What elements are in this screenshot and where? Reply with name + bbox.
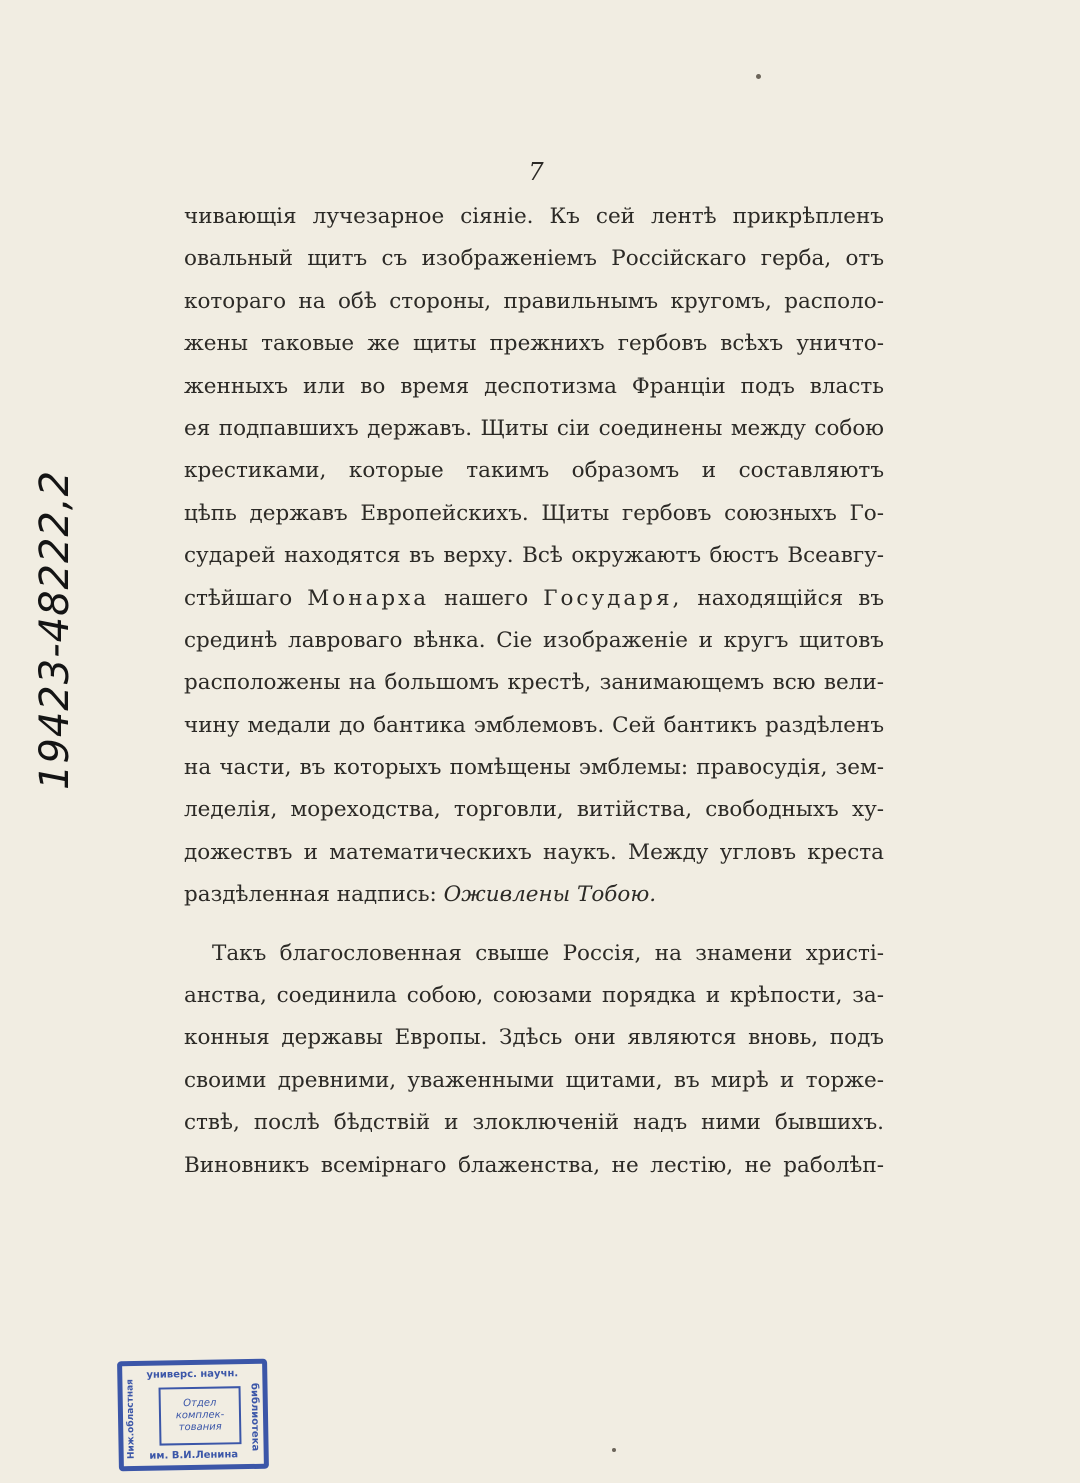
text-line: расположены на большомъ крестѣ, занимающемъ всю вели- [184,670,884,696]
text-line: анства, соединила собою, союзами порядка и крѣпости, за- [184,983,884,1009]
text-line: жены таковые же щиты прежнихъ гербовъ всѣхъ уничто- [184,331,884,357]
stamp-left-text: Ниж.областная [125,1379,137,1460]
text-line: Такъ благословенная свыше Россія, на знамени христі- [212,940,884,966]
sovereign-word: Государя, [543,585,683,611]
stamp-inner-box [159,1386,242,1445]
text-line: на части, въ которыхъ помѣщены эмблемы: правосудія, зем- [184,755,884,781]
text-line: дожествъ и математическихъ наукъ. Между угловъ креста [184,839,884,865]
medal-inscription: Оживлены Тобою. [443,882,657,908]
text-line: ствѣ, послѣ бѣдствій и злоключеній надъ ними бывшихъ. [184,1110,884,1136]
shelfmark-text: 19423-48222,2 [32,469,78,791]
text-line: ея подпавшихъ державъ. Щиты сіи соединены между собою [184,415,884,441]
text-line-monarch [184,578,884,620]
text-line: чину медали до бантика эмблемовъ. Сей бантикъ раздѣленъ [184,712,884,738]
handwritten-shelfmark [10,469,100,791]
stamp-top-text: универс. научн. [146,1368,239,1381]
text-line: котораго на обѣ стороны, правильнымъ кругомъ, располо- [184,288,884,314]
page-number: 7 [528,158,544,186]
text-line: леделія, мореходства, торговли, витійства, свободныхъ ху- [184,797,884,823]
text-line: Виновникъ всемірнаго блаженства, не лестію, не раболѣп- [184,1152,884,1178]
text-line: цѣпь державъ Европейскихъ. Щиты гербовъ союзныхъ Го- [184,500,884,526]
text-line-inscription [184,874,884,916]
text-line: своими древними, уваженными щитами, въ мирѣ и торже- [184,1067,884,1093]
body-text [184,196,884,1187]
library-stamp [117,1359,269,1472]
stamp-inner-line: комплек- [175,1409,225,1422]
text-line: овальный щитъ съ изображеніемъ Россійскаго герба, отъ [184,246,884,272]
text-fragment: находящійся въ [697,585,884,611]
text-fragment: нашего [444,585,529,611]
monarch-word: Монарха [307,585,430,611]
text-line: срединѣ лавроваго вѣнка. Сіе изображеніе и кругъ щитовъ [184,627,884,653]
text-fragment: раздѣленная надпись: [184,882,437,908]
stamp-inner-line: Отдел [183,1397,217,1410]
text-line: женныхъ или во время деспотизма Франціи подъ власть [184,373,884,399]
paper-speck [612,1448,616,1452]
paper-speck [756,74,761,79]
text-line: крестиками, которые такимъ образомъ и составляютъ [184,458,884,484]
text-line: чивающія лучезарное сіяніе. Къ сей лентѣ прикрѣпленъ [184,204,884,229]
stamp-inner-line: тования [178,1421,222,1434]
stamp-right-text: библиотека [248,1382,261,1452]
text-line: сударей находятся въ верху. Всѣ окружаютъ бюстъ Всеавгу- [184,543,884,569]
text-line: конныя державы Европы. Здѣсь они являются вновь, подъ [184,1025,884,1051]
text-fragment: стѣйшаго [184,585,293,611]
stamp-bottom-text: им. В.И.Ленина [149,1449,239,1462]
